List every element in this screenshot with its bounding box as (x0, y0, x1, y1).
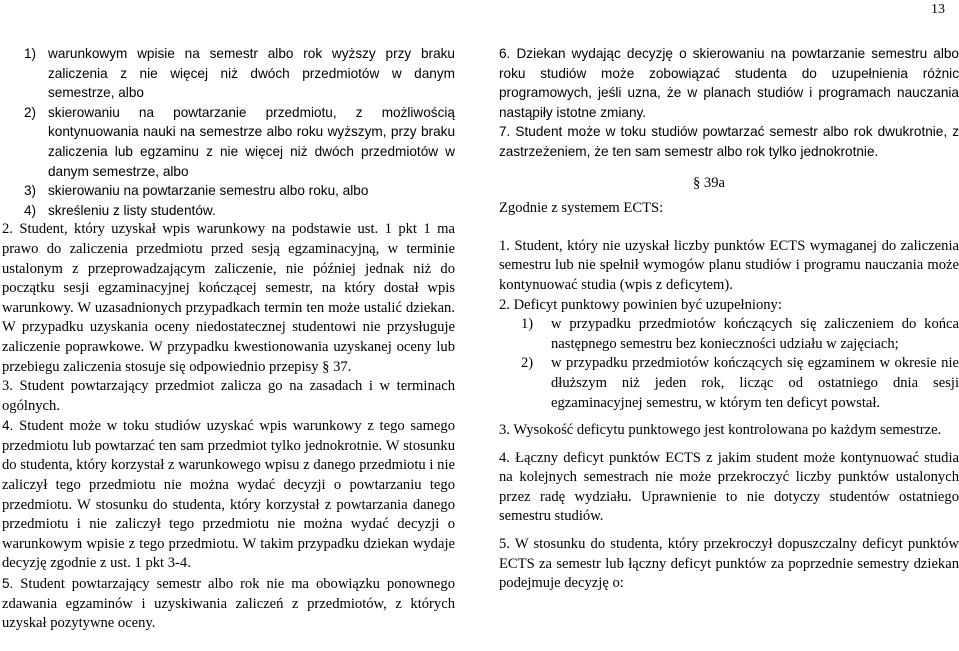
paragraph-7: 7. Student może w toku studiów powtarzać semestr albo rok dwukrotnie, z zastrzeżeniem, że ten sam semestr albo rok tylko jednokrotnie. (499, 124, 959, 159)
ects-paragraph-5: 5. W stosunku do studenta, który przekroczył dopuszczalny deficyt punktów ECTS za semestr lub łączny deficyt punktów za poprzednie semestry dziekan podejmuje decyzję o: (499, 536, 959, 592)
paragraph-2: 2. Student, który uzyskał wpis warunkowy na podstawie ust. 1 pkt 1 ma prawo do zaliczenia przedmiotu przed sesją egzaminacyjną, w terminie ustalonym z przeprowadzającym zaliczenie, nie później jednak niż do początku sesji egzaminacyjnej kończącej semestr, na który dostał wpis warunkowy. W uzasadnionych przypadkach termin ten może ustalić dziekan. W przypadku uzyskania oceny niedostatecznej studentowi nie przysługuje zaliczenie poprawkowe. W przypadku kwestionowania uzyskanej oceny lub przebiegu zaliczenia stosuje się odpowiednio przepisy § 37. (2, 221, 455, 375)
list-item (2, 181, 455, 201)
list-number: 1) (521, 316, 534, 333)
paragraph-4: 4. Student może w toku studiów uzyskać wpis warunkowy z tego samego przedmiotu lub powtarzać ten sam przedmiot tylko jednokrotnie. W stosunku do studenta, który korzystał z warunkowego wpisu z danego przedmiotu i nie zaliczył tego przedmiotu nie można wydać decyzji o powtarzaniu tego przedmiotu. W stosunku do studenta, który korzystał z powtarzania danego przedmiotu i nie zaliczył tego przedmiotu nie można wydać decyzji o warunkowym wpisie z tego przedmiotu. W takim przypadku dziekan wydaje decyzję zgodnie z ust. 1 pkt 3-4. (2, 418, 455, 572)
paragraph-6: 6. Dziekan wydając decyzję o skierowaniu na powtarzanie semestru albo roku studiów może zobowiązać studenta do uzupełnienia różnic programowych, jeśli uzna, że w planach studiów i programach nauczania nastąpiły istotne zmiany. (499, 46, 959, 120)
list-number: 1) (24, 46, 37, 61)
list-text: skierowaniu na powtarzanie semestru albo roku, albo (48, 183, 369, 199)
list-text: skreśleniu z listy studentów. (48, 202, 216, 218)
list-text: w przypadku przedmiotów kończących się zaliczeniem do końca następnego semestru bez konieczności udziału w zajęciach; (551, 316, 959, 352)
ects-paragraph-2: 2. Deficyt punktowy powinien być uzupełniony: (499, 296, 782, 313)
list-number: 2) (24, 104, 37, 120)
left-column (2, 44, 455, 634)
list-item (2, 103, 455, 181)
paragraph-3: 3. Student powtarzający przedmiot zalicza go na zasadach i w terminach ogólnych. (2, 378, 455, 414)
page-number: 13 (931, 2, 945, 17)
paragraph-5: 5. Student powtarzający semestr albo rok nie ma obowiązku ponownego zdawania egzaminów i uzyskiwania zaliczeń z przedmiotów, z których uzyskał pozytywne oceny. (2, 576, 456, 632)
list-item (499, 354, 959, 413)
list-number: 4) (24, 202, 37, 218)
ects-paragraph-3: 3. Wysokość deficytu punktowego jest kontrolowana po każdym semestrze. (499, 422, 942, 439)
ects-intro: Zgodnie z systemem ECTS: (499, 200, 664, 217)
list-item (2, 201, 455, 221)
list-number: 2) (521, 355, 534, 372)
ects-paragraph-1: 1. Student, który nie uzyskał liczby punktów ECTS wymaganej do zaliczenia semestru lub nie spełnił wymogów planu studiów i programu nauczania może kontynuować studia (wpis z deficytem). (499, 237, 959, 293)
list-text: w przypadku przedmiotów kończących się egzaminem w okresie nie dłuższym niż jeden rok, licząc od ostatniego dnia sesji egzaminacyjnej semestru, w którym ten deficyt powstał. (551, 355, 959, 411)
list-text: warunkowym wpisie na semestr albo rok wyższy przy braku zaliczenia z nie więcej niż dwóch przedmiotów w danym semestrze, albo (48, 46, 455, 101)
list-item (2, 44, 455, 103)
list-item (499, 315, 959, 354)
right-column (499, 44, 959, 594)
list-number: 3) (24, 183, 37, 199)
section-heading: § 39a (692, 174, 726, 191)
ects-paragraph-4: 4. Łączny deficyt punktów ECTS z jakim student może kontynuować studia na kolejnych semestrach nie może przekroczyć liczby punktów ustalonych przez radę wydziału. Uprawnienie to nie dotyczy studentów ostatniego semestru studiów. (499, 449, 959, 525)
list-text: skierowaniu na powtarzanie przedmiotu, z możliwością kontynuowania nauki na semestrze albo roku wyższym, przy braku zaliczenia lub egzaminu z nie więcej niż dwóch przedmiotów w danym semestrze, albo (48, 104, 455, 179)
